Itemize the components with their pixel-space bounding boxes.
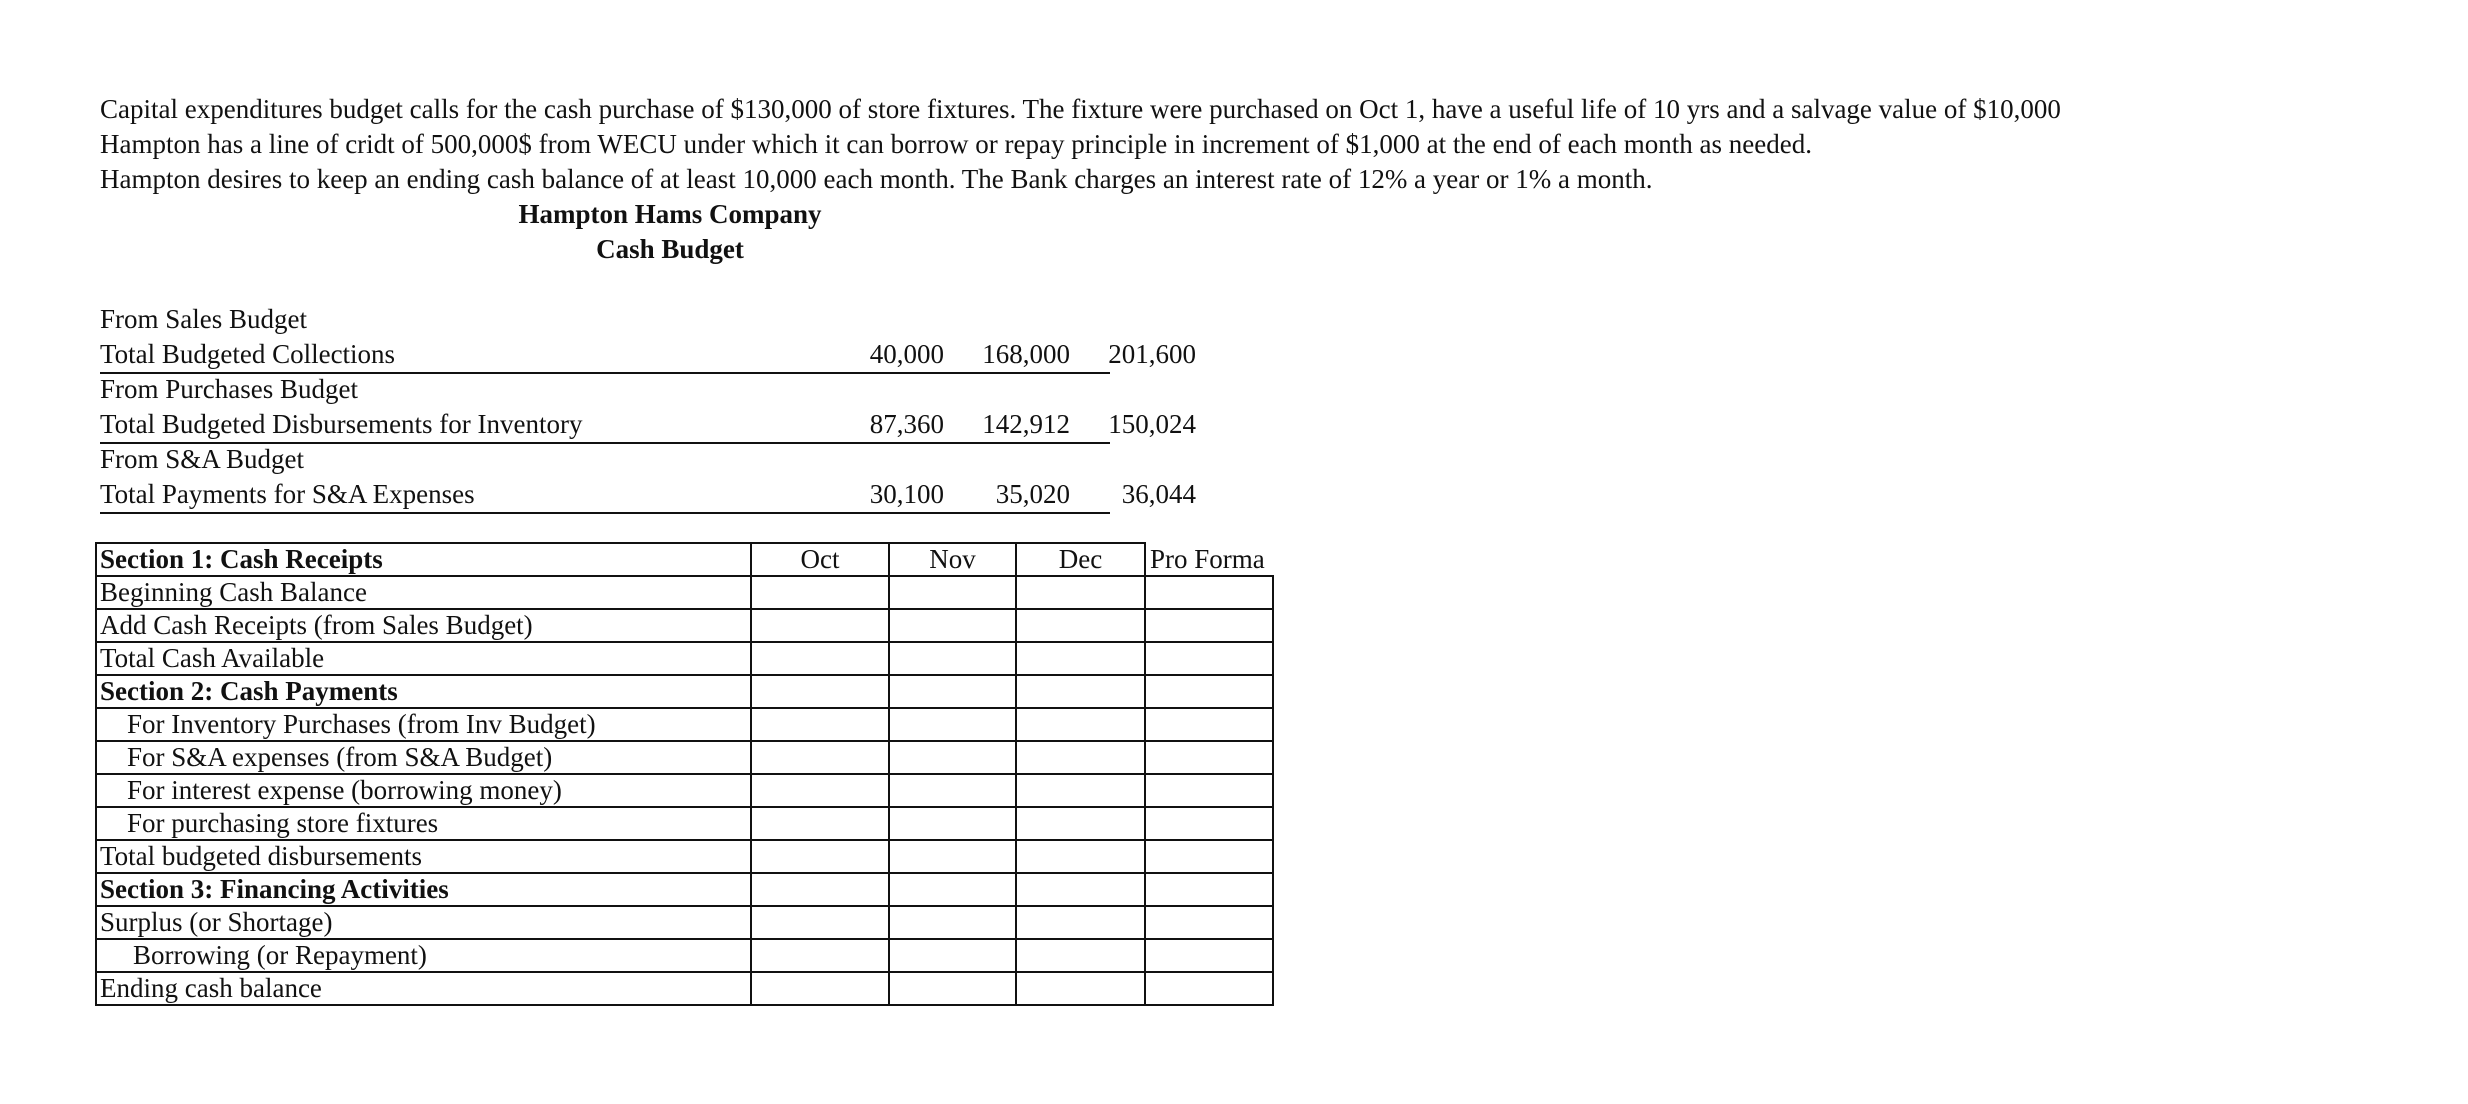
table-cell-oct[interactable] [751,642,889,675]
table-row [96,906,1273,939]
table-cell-nov[interactable] [889,675,1016,708]
table-cell-dec[interactable] [1016,840,1145,873]
table-cell-nov[interactable] [889,741,1016,774]
table-cell-oct[interactable] [751,774,889,807]
table-row-label: Section 2: Cash Payments [96,675,751,708]
table-cell-dec[interactable] [1016,741,1145,774]
column-header-oct: Oct [751,543,889,576]
table-row-label: Ending cash balance [96,972,751,1005]
table-row [96,939,1273,972]
table-cell-nov[interactable] [889,609,1016,642]
table-row-label: Surplus (or Shortage) [96,906,751,939]
table-row [96,873,1273,906]
table-row [96,609,1273,642]
table-cell-nov[interactable] [889,906,1016,939]
table-cell-nov[interactable] [889,840,1016,873]
source-value-nov: 168,000 [982,339,1070,369]
table-cell-pro-forma[interactable] [1145,840,1273,873]
source-heading-label: From Sales Budget [100,304,307,334]
table-cell-oct[interactable] [751,609,889,642]
table-cell-oct[interactable] [751,939,889,972]
table-row [96,840,1273,873]
source-heading-label: From Purchases Budget [100,374,358,404]
table-cell-oct[interactable] [751,972,889,1005]
table-cell-pro-forma[interactable] [1145,675,1273,708]
table-row [96,675,1273,708]
assumption-line-min-balance: Hampton desires to keep an ending cash balance of at least 10,000 each month. The Bank charges an interest rate of 12% a year or 1% a month. [100,164,1653,194]
source-value-dec: 150,024 [1108,409,1196,439]
table-cell-dec[interactable] [1016,675,1145,708]
column-header-nov: Nov [889,543,1016,576]
column-header-pro-forma: Pro Forma [1145,543,1273,576]
table-cell-dec[interactable] [1016,609,1145,642]
table-cell-oct[interactable] [751,708,889,741]
table-row-label: For interest expense (borrowing money) [96,774,751,807]
table-row [96,807,1273,840]
table-cell-nov[interactable] [889,873,1016,906]
table-row-label: For Inventory Purchases (from Inv Budget) [96,708,751,741]
table-row-label: For purchasing store fixtures [96,807,751,840]
table-row [96,642,1273,675]
table-cell-pro-forma[interactable] [1145,873,1273,906]
table-cell-oct[interactable] [751,906,889,939]
table-cell-oct[interactable] [751,840,889,873]
table-row-label: Beginning Cash Balance [96,576,751,609]
assumptions-text [100,92,2400,197]
table-cell-dec[interactable] [1016,939,1145,972]
table-row [96,972,1273,1005]
source-row-label: Total Budgeted Collections [100,339,396,369]
table-cell-nov[interactable] [889,642,1016,675]
table-cell-dec[interactable] [1016,906,1145,939]
table-row [96,774,1273,807]
source-heading-sales [100,302,1110,337]
table-row-label: Section 3: Financing Activities [96,873,751,906]
table-row-label: Add Cash Receipts (from Sales Budget) [96,609,751,642]
source-value-dec: 36,044 [1121,479,1196,509]
cash-budget-table [95,542,1274,1006]
table-cell-nov[interactable] [889,939,1016,972]
source-value-nov: 35,020 [995,479,1070,509]
table-cell-dec[interactable] [1016,774,1145,807]
source-value-nov: 142,912 [982,409,1070,439]
table-cell-nov[interactable] [889,708,1016,741]
table-cell-pro-forma[interactable] [1145,576,1273,609]
table-cell-pro-forma[interactable] [1145,906,1273,939]
table-row-label: Section 1: Cash Receipts [96,543,751,576]
table-cell-pro-forma[interactable] [1145,642,1273,675]
table-cell-oct[interactable] [751,675,889,708]
table-cell-nov[interactable] [889,774,1016,807]
table-cell-pro-forma[interactable] [1145,708,1273,741]
table-cell-dec[interactable] [1016,807,1145,840]
table-cell-nov[interactable] [889,807,1016,840]
table-cell-nov[interactable] [889,576,1016,609]
table-cell-oct[interactable] [751,741,889,774]
source-row-inventory [100,407,1196,444]
report-title: Cash Budget [596,234,744,264]
source-heading-sa [100,442,1110,477]
source-row-sa-expenses [100,477,1196,514]
table-cell-dec[interactable] [1016,972,1145,1005]
table-cell-pro-forma[interactable] [1145,972,1273,1005]
assumption-line-capex: Capital expenditures budget calls for the cash purchase of $130,000 of store fixtures. The fixture were purchased on Oct 1, have a useful life of 10 yrs and a salvage value of $10,000 [100,94,2061,124]
table-row-label: Total Cash Available [96,642,751,675]
company-name: Hampton Hams Company [518,199,822,229]
table-cell-pro-forma[interactable] [1145,939,1273,972]
table-row [96,741,1273,774]
table-cell-nov[interactable] [889,972,1016,1005]
table-cell-dec[interactable] [1016,708,1145,741]
source-heading-purchases [100,372,1110,407]
source-row-label: Total Budgeted Disbursements for Inventory [100,409,583,439]
table-row [96,708,1273,741]
source-value-dec: 201,600 [1108,339,1196,369]
source-value-oct: 40,000 [869,339,944,369]
table-cell-pro-forma[interactable] [1145,609,1273,642]
table-row [96,576,1273,609]
source-row-collections [100,337,1196,374]
table-cell-dec[interactable] [1016,873,1145,906]
assumption-line-credit: Hampton has a line of cridt of 500,000$ from WECU under which it can borrow or repay principle in increment of $1,000 at the end of each month as needed. [100,129,1812,159]
table-header-row [96,543,1273,576]
table-cell-pro-forma[interactable] [1145,741,1273,774]
column-header-dec: Dec [1016,543,1145,576]
table-cell-oct[interactable] [751,807,889,840]
table-cell-oct[interactable] [751,873,889,906]
source-heading-label: From S&A Budget [100,444,305,474]
table-cell-pro-forma[interactable] [1145,774,1273,807]
table-cell-oct[interactable] [751,576,889,609]
table-row-label: For S&A expenses (from S&A Budget) [96,741,751,774]
table-row-label: Total budgeted disbursements [96,840,751,873]
table-cell-pro-forma[interactable] [1145,807,1273,840]
source-value-oct: 30,100 [869,479,944,509]
source-row-label: Total Payments for S&A Expenses [100,479,475,509]
table-cell-dec[interactable] [1016,576,1145,609]
table-cell-dec[interactable] [1016,642,1145,675]
table-row-label: Borrowing (or Repayment) [96,939,751,972]
source-value-oct: 87,360 [869,409,944,439]
